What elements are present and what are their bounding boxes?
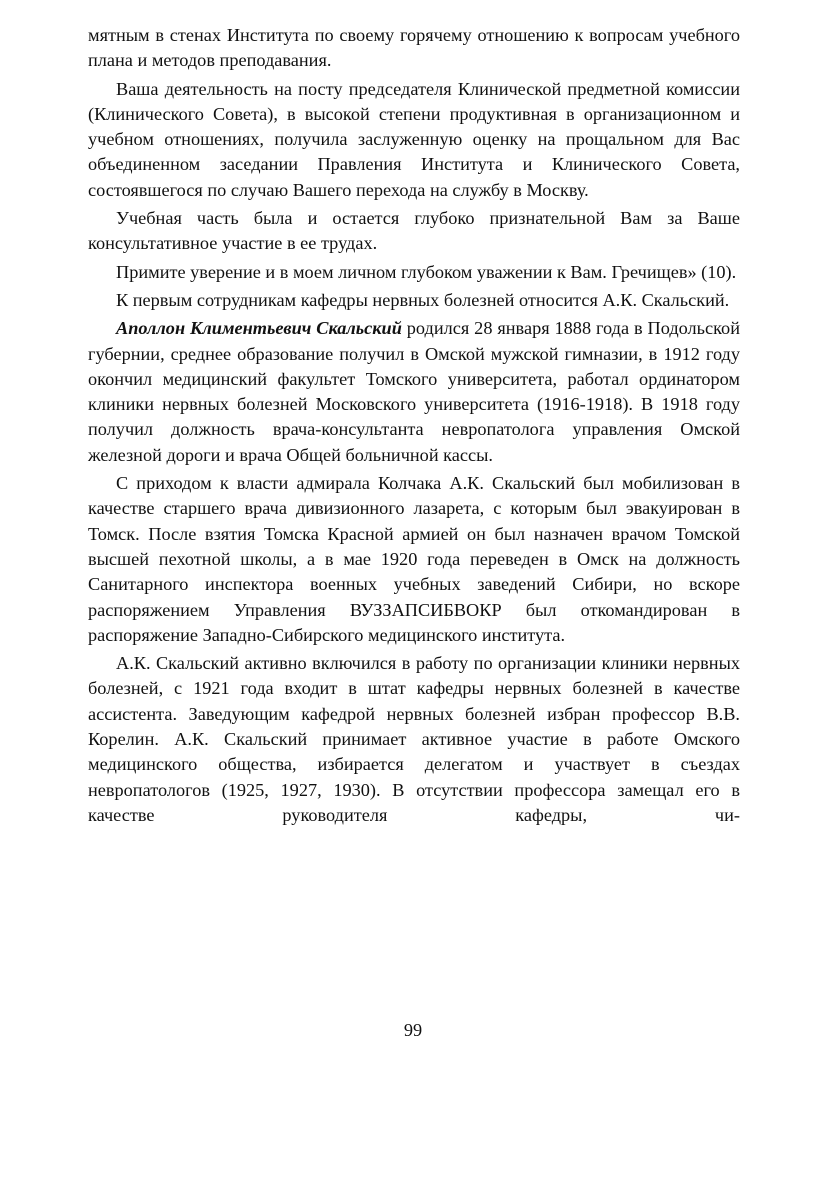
paragraph-first-staff xyxy=(88,288,740,313)
paragraph-clinic-work xyxy=(88,651,740,828)
paragraph-clinical-commission xyxy=(88,77,740,203)
paragraph-text: родился 28 января 1888 года в Подольской губернии, среднее образование получил в Омской мужской гимназии, в 1912 году окончил медицинский факультет Томского университета, работал ординатором клиники нервных болезней Московского университета (1916-1918). В 1918 году получил должность врача-консультанта невропатолога управления Омской железной дороги и врача Общей больничной кассы. xyxy=(88,318,740,465)
body-text xyxy=(88,23,740,828)
paragraph-continuation xyxy=(88,23,740,74)
paragraph-text: А.К. Скальский активно включился в работу по организации клиники нервных болезней, с 1921 года входит в штат кафедры нервных болезней в качестве ассистента. Заведующим кафедрой нервных болезней избран профессор В.В. Корелин. А.К. Скальский принимает активное участие в работе Омского медицинского общества, избирается делегатом и участвует в съездах невропатологов (1925, 1927, 1930). В отсутствии профессора замещал его в качестве руководителя кафедры, чи- xyxy=(88,653,740,825)
page-number: 99 xyxy=(403,1020,423,1040)
paragraph-text: Примите уверение и в моем личном глубоком уважении к Вам. Гречищев» (10). xyxy=(116,261,737,282)
paragraph-academic-part xyxy=(88,206,740,257)
paragraph-text: мятным в стенах Института по своему горячему отношению к вопросам учебного плана и методов преподавания. xyxy=(88,25,740,71)
person-name: Аполлон Климентьевич Скальский xyxy=(116,318,402,339)
paragraph-text: Ваша деятельность на посту председателя Клинической предметной комиссии (Клинического Совета), в высокой степени продуктивная в организационном и учебном отношениях, получила заслуженную оценку на прощальном для Вас объединенном заседании Правления Института и Клинического Совета, состоявшегося по случаю Вашего перехода на службу в Москву. xyxy=(88,78,740,200)
paragraph-text: К первым сотрудникам кафедры нервных болезней относится А.К. Скальский. xyxy=(116,289,730,310)
paragraph-closing-regards xyxy=(88,260,740,285)
paragraph-kolchak-period xyxy=(88,471,740,648)
paragraph-biography xyxy=(88,316,740,468)
paragraph-text: С приходом к власти адмирала Колчака А.К. Скальский был мобилизован в качестве старшего врача дивизионного лазарета, с которым был эвакуирован в Томск. После взятия Томска Красной армией он был назначен врачом Томской высшей пехотной школы, а в мае 1920 года переведен в Омск на должность Санитарного инспектора военных учебных заведений Сибири, но вскоре распоряжением Управления ВУЗЗАПСИБВОКР был откомандирован в распоряжение Западно-Сибирского медицинского института. xyxy=(88,473,740,645)
paragraph-text: Учебная часть была и остается глубоко признательной Вам за Ваше консультативное участие в ее трудах. xyxy=(88,208,740,254)
